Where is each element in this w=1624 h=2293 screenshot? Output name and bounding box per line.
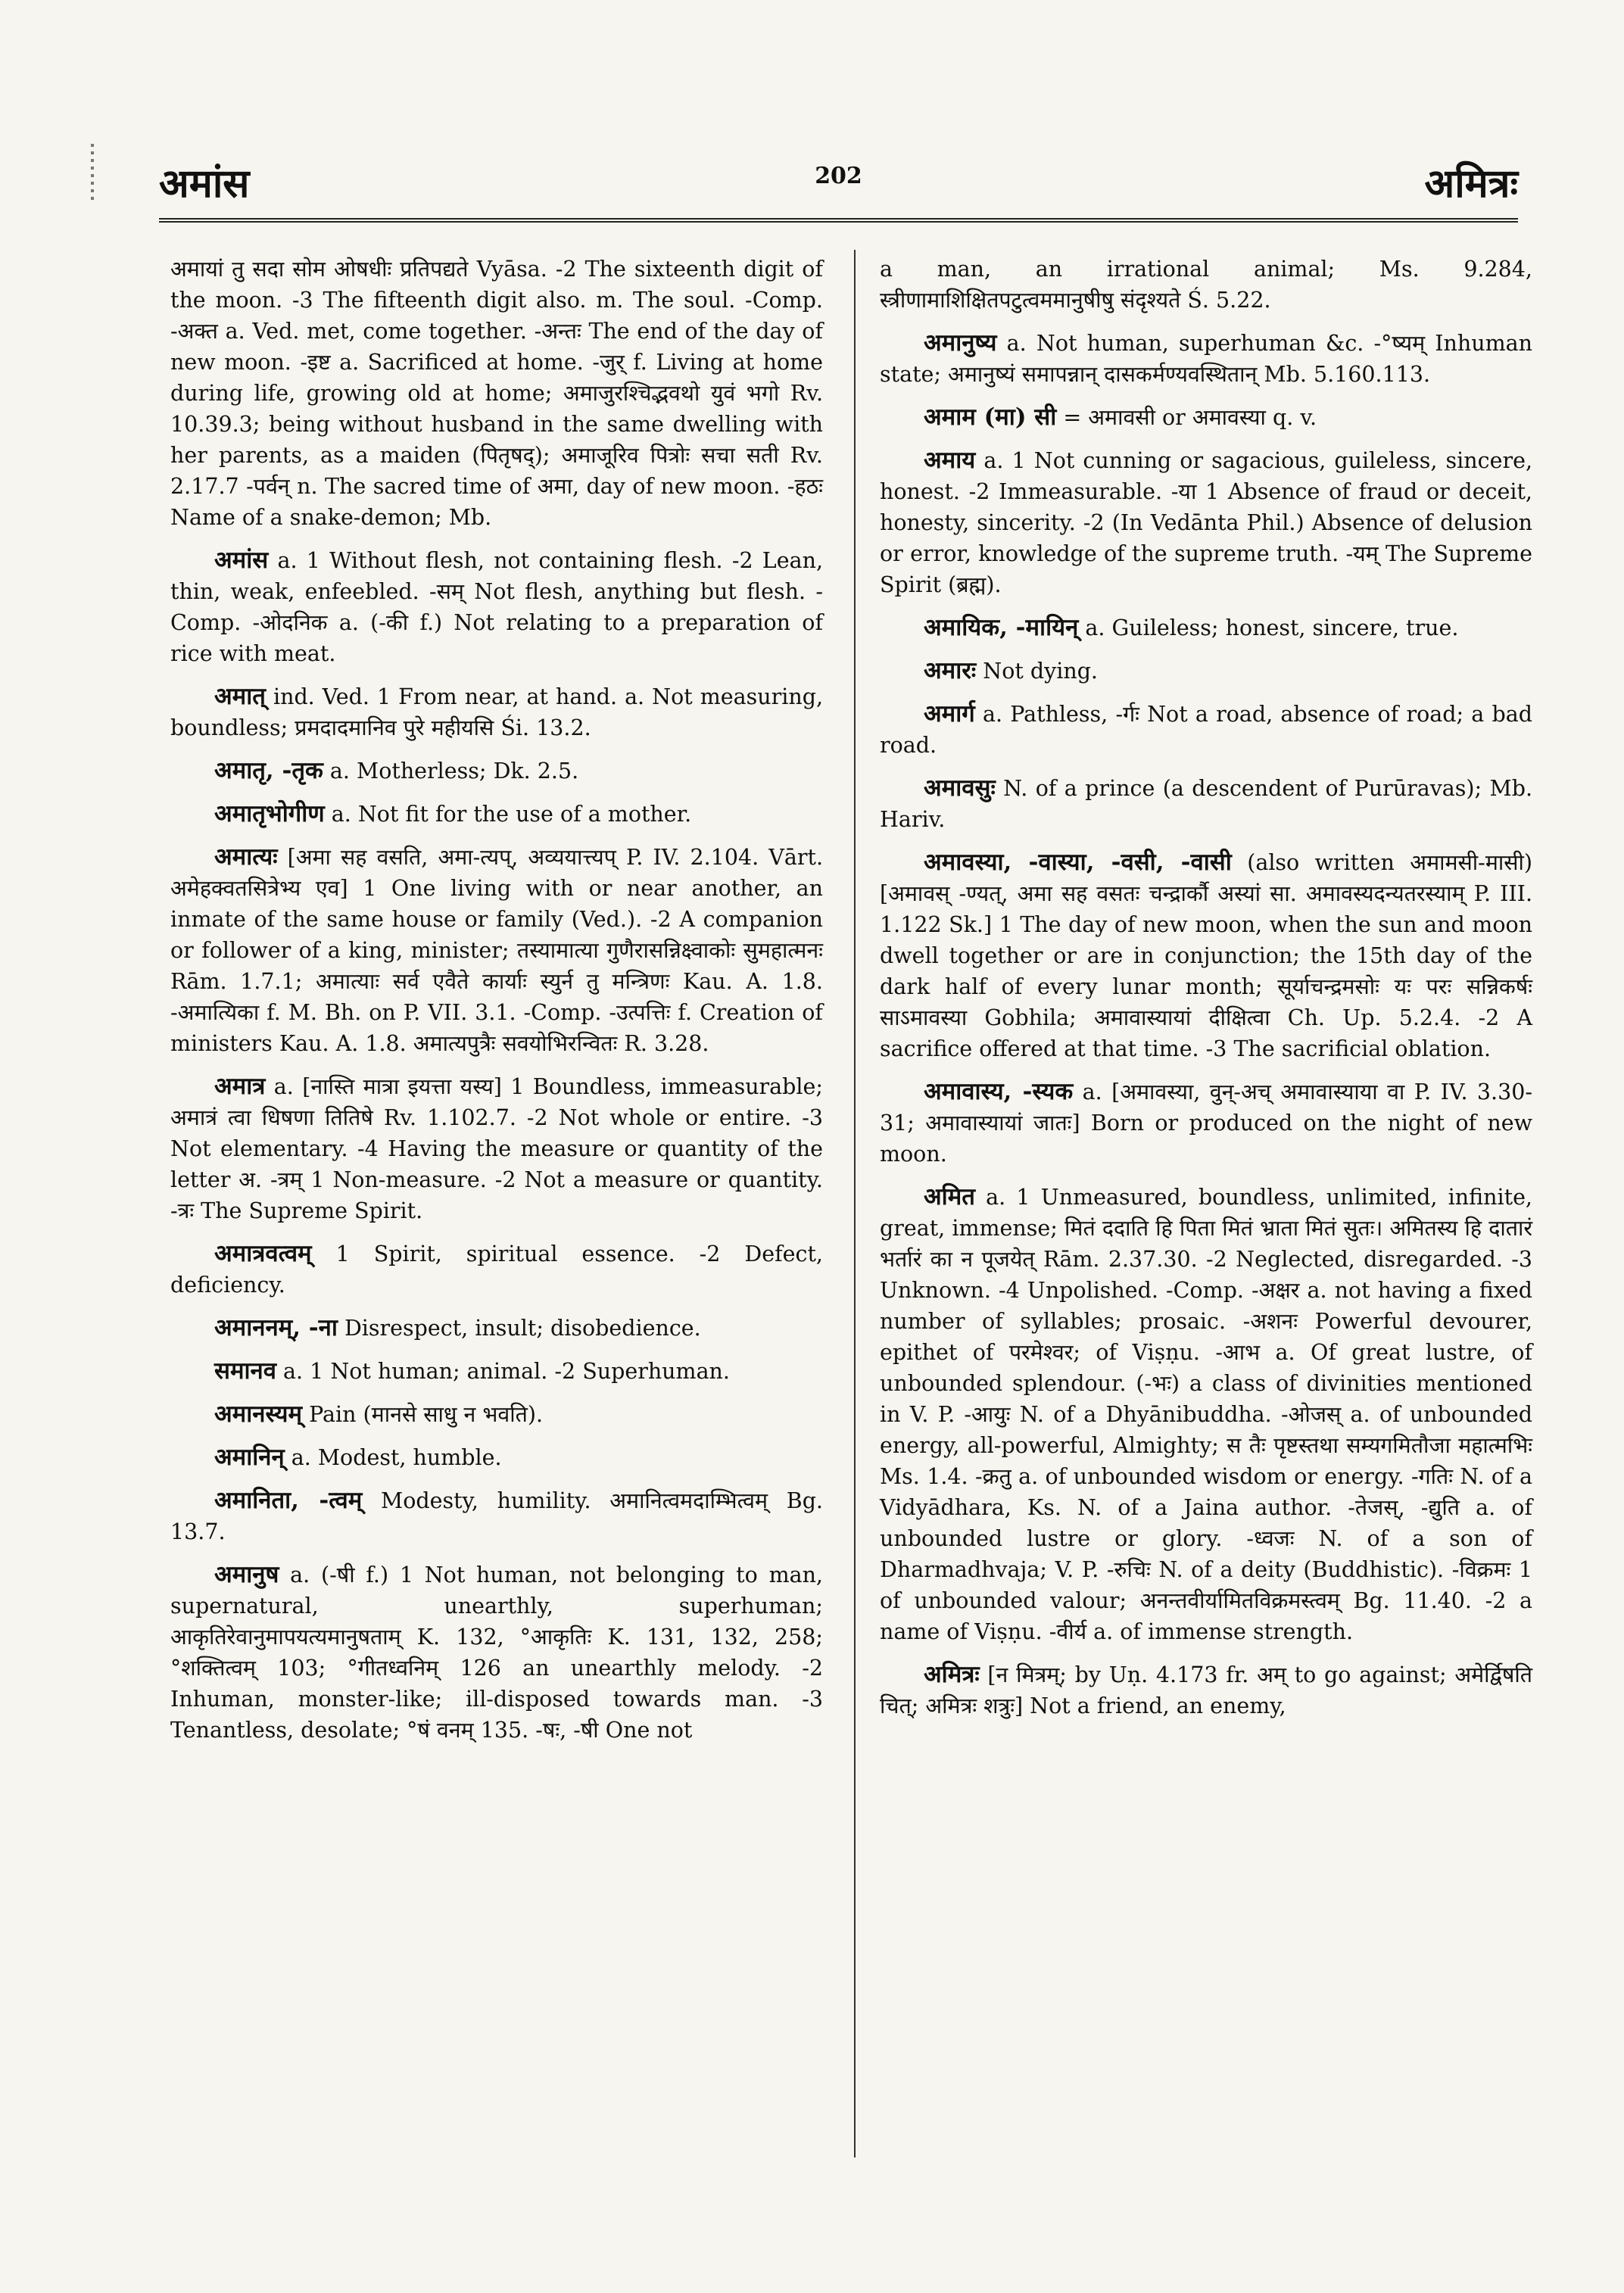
dictionary-entry bbox=[880, 847, 1532, 1064]
entry-headword: अमावस्या, -वास्या, -वसी, -वासी bbox=[924, 849, 1232, 876]
dictionary-entry bbox=[170, 1485, 823, 1547]
entry-text: a. 1 Not cunning or sagacious, guileless, sincere, honest. -2 Immeasurable. -या 1 Absence of fraud or deceit, honesty, sincerity. -2 (In Vedānta Phil.) Absence of delusion or error, knowledge of the supreme truth. -यम् The Supreme Spirit (ब्रह्म). bbox=[880, 448, 1533, 597]
entry-text: a. [नास्ति मात्रा इयत्ता यस्य] 1 Boundless, immeasurable; अमात्रं त्वा धिषणा तितिषे Rv. 1.102.7. -2 Not whole or entire. -3 Not elementary. -4 Having the measure or quantity of the letter अ. -त्रम् 1 Non-measure. -2 Not a measure or quantity. -त्रः The Supreme Spirit. bbox=[170, 1074, 823, 1223]
entry-text: a. 1 Without flesh, not containing flesh. -2 Lean, thin, weak, enfeebled. -सम् Not flesh, anything but flesh. -Comp. -ओदनिक a. (-की f.) Not relating to a preparation of rice with meat. bbox=[170, 548, 824, 666]
dictionary-entry bbox=[880, 1076, 1532, 1170]
dictionary-entry bbox=[170, 756, 823, 787]
entry-headword: अमानुष bbox=[214, 1561, 279, 1588]
entry-text: a. Modest, humble. bbox=[291, 1445, 502, 1470]
dictionary-entry bbox=[170, 254, 823, 533]
dictionary-entry bbox=[170, 1559, 823, 1746]
entry-headword: अमात्रवत्वम् bbox=[214, 1240, 312, 1267]
dictionary-entry bbox=[170, 1442, 823, 1473]
page-number: 202 bbox=[815, 163, 862, 189]
dictionary-entry bbox=[170, 1313, 823, 1344]
entry-text: a. 1 Not human; animal. -2 Superhuman. bbox=[283, 1359, 730, 1384]
margin-mark bbox=[91, 144, 94, 204]
dictionary-entry bbox=[170, 1071, 823, 1226]
entry-headword: अमारः bbox=[924, 657, 977, 684]
dictionary-entry bbox=[880, 773, 1532, 835]
entry-text: ind. Ved. 1 From near, at hand. a. Not measuring, boundless; प्रमदादमानिव पुरे महीयसि Śi. 13.2. bbox=[170, 684, 824, 740]
entry-text: 1 Spirit, spiritual essence. -2 Defect, deficiency. bbox=[170, 1242, 823, 1298]
entry-headword: अमार्ग bbox=[924, 700, 975, 727]
entry-text: Not dying. bbox=[983, 659, 1098, 684]
entry-headword: अमात् bbox=[214, 683, 266, 710]
entry-headword: अमानुष्य bbox=[924, 329, 997, 357]
dictionary-entry bbox=[880, 1659, 1532, 1721]
entry-text: a. Pathless, -र्गः Not a road, absence of road; a bad road. bbox=[880, 702, 1533, 758]
dictionary-entry bbox=[880, 445, 1532, 600]
entry-text: N. of a prince (a descendent of Purūravas); Mb. Hariv. bbox=[880, 776, 1533, 832]
page-header bbox=[159, 155, 1518, 216]
left-column bbox=[170, 254, 823, 1758]
entry-text: a. Not fit for the use of a mother. bbox=[331, 802, 692, 827]
right-column bbox=[880, 254, 1532, 1734]
dictionary-entry bbox=[170, 1238, 823, 1301]
entry-text: a man, an irrational animal; Ms. 9.284, स्त्रीणामाशिक्षितपटुत्वममानुषीषु संदृश्यते Ś. 5.22. bbox=[880, 257, 1532, 313]
entry-headword: अमातृभोगीण bbox=[214, 800, 325, 827]
entry-text: Pain (मानसे साधु न भवति). bbox=[309, 1402, 544, 1427]
entry-headword: अमाम (मा) सी bbox=[924, 403, 1057, 431]
entry-headword: अमानस्यम् bbox=[214, 1400, 303, 1428]
dictionary-entry bbox=[170, 545, 823, 669]
entry-headword: समानव bbox=[214, 1357, 276, 1385]
header-rule bbox=[159, 218, 1518, 223]
entry-headword: अमित bbox=[924, 1183, 975, 1210]
entry-text: Disrespect, insult; disobedience. bbox=[344, 1316, 701, 1341]
entry-text: = अमावसी or अमावस्या q. v. bbox=[1063, 405, 1317, 430]
entry-text: [अमा सह वसति, अमा-त्यप्, अव्ययात्त्यप् P. IV. 2.104. Vārt. अमेहक्वतसित्रेभ्य एव] 1 One living with or near another, an inmate of the same house or family (Ved.). -2 A companion or follower of a king, minister; तस्यामात्या गुणैरासन्निक्ष्वाकोः सुमहात्मनः Rām. 1.7.1; अमात्याः सर्व एवैते कार्याः स्युर्न तु मन्त्रिणः Kau. A. 1.8. -अमात्यिका f. M. Bh. on P. VII. 3.1. -Comp. -उत्पत्तिः f. Creation of ministers Kau. A. 1.8. अमात्यपुत्रैः सवयोभिरन्वितः R. 3.28. bbox=[170, 845, 824, 1056]
header-right-word: अमित्रः bbox=[1424, 160, 1518, 207]
entry-headword: अमातृ, -तृक bbox=[214, 757, 323, 784]
entry-headword: अमावास्य, -स्यक bbox=[924, 1078, 1074, 1105]
entry-text: a. Motherless; Dk. 2.5. bbox=[329, 759, 579, 784]
dictionary-entry bbox=[170, 1356, 823, 1387]
entry-headword: अमांस bbox=[214, 547, 269, 574]
entry-headword: अमाननम्, -ना bbox=[214, 1314, 338, 1341]
dictionary-entry bbox=[880, 254, 1532, 316]
entry-text: (also written अमामसी-मासी) [अमावस् -ण्यत्, अमा सह वसतः चन्द्रार्कौ अस्यां सा. अमावस्यदन्यतरस्याम् P. III. 1.122 Sk.] 1 The day of new moon, when the sun and moon dwell together or are in conjunction; the 15th day of the dark half of every lunar month; सूर्याचन्द्रमसोः यः परः सन्निकर्षः साऽमावस्या Gobhila; अमावास्यायां दीक्षित्वा Ch. Up. 5.2.4. -2 A sacrifice offered at that time. -3 The sacrificial oblation. bbox=[880, 850, 1533, 1061]
entry-text: अमायां तु सदा सोम ओषधीः प्रतिपद्यते Vyāsa. -2 The sixteenth digit of the moon. -3 The fifteenth digit also. m. The soul. -Comp. -अक्त a. Ved. met, come together. -अन्तः The end of the day of new moon. -इष्ट a. Sacrificed at home. -जुर् f. Living at home during life, growing old at home; अमाजुरश्चिद्भवथो युवं भगो Rv. 10.39.3; being without husband in the same dwelling with her parents, as a maiden (पितृषद्); अमाजूरिव पित्रोः सचा सती Rv. 2.17.7 -पर्वन् n. The sacred time of अमा, day of new moon. -हठः Name of a snake-demon; Mb. bbox=[170, 257, 823, 530]
entry-text: a. Not human, superhuman &c. -°ष्यम् Inhuman state; अमानुष्यं समापन्नान् दासकर्मण्यवस्थितान् Mb. 5.160.113. bbox=[880, 331, 1532, 387]
entry-text: a. Guileless; honest, sincere, true. bbox=[1085, 615, 1459, 640]
entry-headword: अमानिन् bbox=[214, 1444, 285, 1471]
dictionary-entry bbox=[880, 656, 1532, 687]
dictionary-entry bbox=[170, 1399, 823, 1430]
dictionary-entry bbox=[170, 681, 823, 743]
column-divider bbox=[854, 250, 856, 2157]
entry-headword: अमावसुः bbox=[924, 774, 996, 802]
entry-text: Modesty, humility. अमानित्वमदाम्भित्वम् Bg. 13.7. bbox=[170, 1488, 823, 1544]
entry-text: [न मित्रम्; by Uṇ. 4.173 fr. अम् to go against; अमेर्द्विषति चित्; अमित्रः शत्रुः] Not a friend, an enemy, bbox=[880, 1662, 1533, 1718]
entry-headword: अमात्र bbox=[214, 1073, 266, 1100]
entry-text: a. (-षी f.) 1 Not human, not belonging to man, supernatural, unearthly, superhuman; आकृतिरेवानुमापयत्यमानुषताम् K. 132, °आकृतिः K. 131, 132, 258; °शक्तित्वम् 103; °गीतध्वनिम् 126 an unearthly melody. -2 Inhuman, monster-like; ill-disposed towards man. -3 Tenantless, desolate; °षं वनम् 135. -षः, -षी One not bbox=[170, 1562, 823, 1743]
entry-headword: अमित्रः bbox=[924, 1661, 980, 1688]
entry-text: a. 1 Unmeasured, boundless, unlimited, infinite, great, immense; मितं ददाति हि पिता मितं भ्राता मितं सुतः। अमितस्य हि दातारं भर्तारं का न पूजयेत् Rām. 2.37.30. -2 Neglected, disregarded. -3 Unknown. -4 Unpolished. -Comp. -अक्षर a. not having a fixed number of syllables; prosaic. -अशनः Powerful devourer, epithet of परमेश्वर; of Viṣṇu. -आभ a. Of great lustre, of unbounded splendour. (-भः) a class of divinities mentioned in V. P. -आयुः N. of a Dhyānibuddha. -ओजस् a. of unbounded energy, all-powerful, Almighty; स तैः पृष्टस्तथा सम्यगमितौजा महात्मभिः Ms. 1.4. -क्रतु a. of unbounded wisdom or energy. -गतिः N. of a Vidyādhara, Ks. N. of a Jaina author. -तेजस्, -द्युति a. of unbounded lustre or glory. -ध्वजः N. of a son of Dharmadhvaja; V. P. -रुचिः N. of a deity (Buddhistic). -विक्रमः 1 of unbounded valour; अनन्तवीर्यामितविक्रमस्त्वम् Bg. 11.40. -2 a name of Viṣṇu. -वीर्य a. of immense strength. bbox=[880, 1185, 1532, 1644]
dictionary-entry bbox=[880, 402, 1532, 433]
dictionary-entry bbox=[880, 1182, 1532, 1647]
dictionary-entry bbox=[880, 612, 1532, 643]
entry-headword: अमायिक, -मायिन् bbox=[924, 614, 1079, 641]
header-left-word: अमांस bbox=[159, 160, 250, 207]
entry-headword: अमात्यः bbox=[214, 843, 278, 871]
entry-headword: अमाय bbox=[924, 447, 976, 474]
dictionary-entry bbox=[880, 699, 1532, 761]
dictionary-entry bbox=[880, 328, 1532, 390]
dictionary-entry bbox=[170, 799, 823, 830]
dictionary-entry bbox=[170, 842, 823, 1059]
entry-headword: अमानिता, -त्वम् bbox=[214, 1487, 363, 1514]
entry-text: a. [अमावस्या, वुन्-अच् अमावास्याया वा P. IV. 3.30-31; अमावास्यायां जातः] Born or produced on the night of new moon. bbox=[880, 1080, 1532, 1167]
